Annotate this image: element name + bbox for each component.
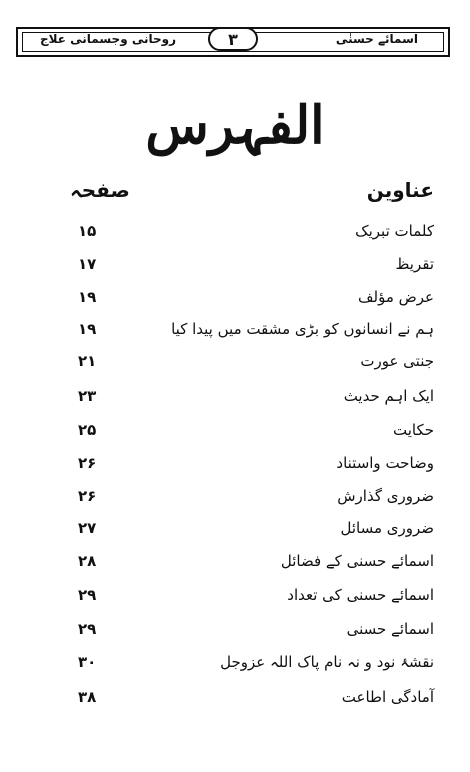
toc-entry-title: ہم نے انسانوں کو بڑی مشقت میں پیدا کیا [171, 320, 434, 338]
toc-entry-title: تقریظ [395, 255, 434, 273]
column-heading-topics: عناوین [366, 178, 434, 202]
toc-entry-title: حکایت [392, 421, 434, 439]
toc-entry-title: ضروری مسائل [340, 519, 434, 537]
toc-entry-page: ۲۶ [78, 454, 97, 472]
header-book-title: اسمائے حسنٰی [335, 32, 418, 46]
toc-row[interactable] [36, 288, 434, 318]
toc-entry-page: ۲۳ [78, 387, 97, 405]
page-number: ۳ [208, 27, 258, 51]
header-banner [16, 27, 450, 57]
toc-entry-page: ۱۹ [78, 320, 97, 338]
toc-entry-page: ۲۹ [78, 620, 97, 638]
toc-entry-title: عرض مؤلف [357, 288, 434, 306]
toc-row[interactable] [36, 620, 434, 650]
column-heading-page: صفحہ [70, 178, 130, 202]
toc-row[interactable] [36, 387, 434, 417]
toc-row[interactable] [36, 255, 434, 285]
toc-row[interactable] [36, 222, 434, 252]
toc-entry-page: ۲۶ [78, 487, 97, 505]
toc-entry-title: اسمائے حسنی کے فضائل [280, 552, 434, 570]
toc-entry-page: ۱۷ [78, 255, 97, 273]
toc-entry-title: ضروری گذارش [337, 487, 434, 505]
toc-row[interactable] [36, 421, 434, 451]
toc-row[interactable] [36, 688, 434, 718]
toc-entry-title: جنتی عورت [360, 352, 434, 370]
toc-entry-page: ۲۱ [78, 352, 97, 370]
toc-entry-title: آمادگی اطاعت [341, 688, 434, 706]
toc-row[interactable] [36, 487, 434, 517]
toc-entry-title: اسمائے حسنی [346, 620, 434, 638]
toc-entry-page: ۱۵ [78, 222, 97, 240]
toc-entry-title: نقشۂ نود و نہ نام پاک اللہ عزوجل [220, 653, 434, 671]
toc-row[interactable] [36, 454, 434, 484]
toc-entry-title: کلمات تبریک [355, 222, 434, 240]
toc-entry-page: ۲۸ [78, 552, 97, 570]
toc-entry-page: ۱۹ [78, 288, 97, 306]
toc-entry-page: ۳۰ [78, 653, 97, 671]
toc-row[interactable] [36, 552, 434, 582]
toc-entry-page: ۲۹ [78, 586, 97, 604]
toc-entry-title: اسمائے حسنی کی تعداد [287, 586, 434, 604]
toc-row[interactable] [36, 519, 434, 549]
toc-row[interactable] [36, 653, 434, 683]
page-title: الفہرس [145, 95, 325, 156]
toc-row[interactable] [36, 320, 434, 350]
toc-entry-page: ۲۷ [78, 519, 97, 537]
toc-row[interactable] [36, 352, 434, 382]
toc-row[interactable] [36, 586, 434, 616]
toc-entry-title: ایک اہم حدیث [343, 387, 434, 405]
toc-entry-title: وضاحت واستناد [336, 454, 434, 472]
toc-entry-page: ۲۵ [78, 421, 97, 439]
header-subtitle: روحانی وجسمانی علاج [40, 32, 176, 46]
toc-entry-page: ۳۸ [78, 688, 97, 706]
